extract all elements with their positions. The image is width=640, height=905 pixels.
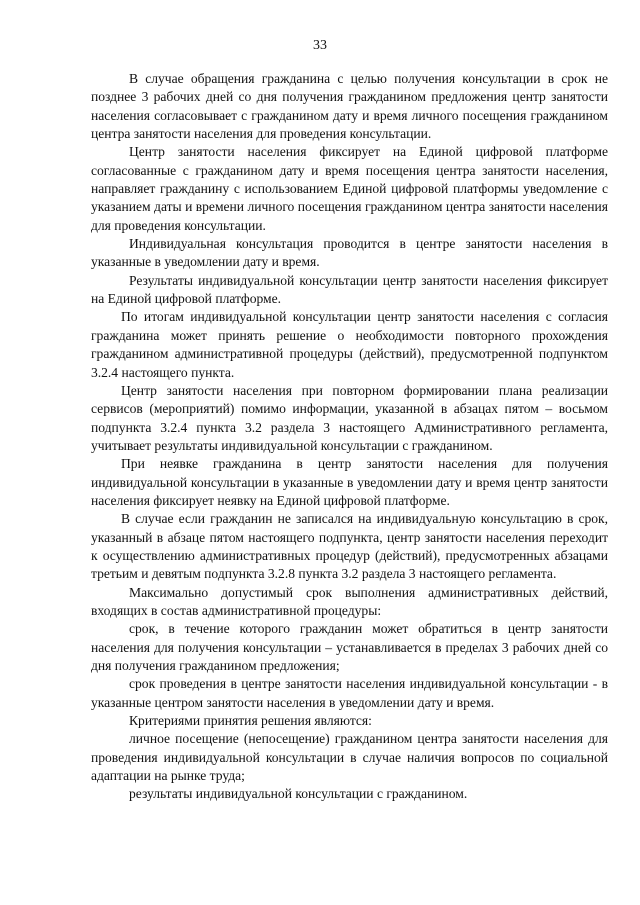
paragraph: В случае обращения гражданина с целью получения консультации в срок не позднее 3 рабочих дней со дня получения гражданином предложения центр занятости населения согласовывает с гражданином дату и время личного посещения гражданином центра занятости населения для проведения консультации. (91, 71, 608, 142)
paragraph: личное посещение (непосещение) гражданином центра занятости населения для проведения индивидуальной консультации в случае наличия вопросов по социальной адаптации на рынке труда; (91, 731, 608, 784)
paragraph: Индивидуальная консультация проводится в центре занятости населения в указанные в уведомлении дату и время. (91, 236, 608, 270)
page-number: 33 (313, 38, 327, 53)
paragraph: Центр занятости населения фиксирует на Единой цифровой платформе согласованные с гражданином дату и время посещения центра занятости населения, направляет гражданину с использованием Единой цифровой платформы уведомление с указанием даты и времени личного посещения гражданином центра занятости населения для проведения консультации. (91, 144, 608, 233)
body-text (91, 70, 608, 804)
paragraph: Центр занятости населения при повторном формировании плана реализации сервисов (мероприятий) помимо информации, указанной в абзацах пятом – восьмом подпункта 3.2.4 пункта 3.2 раздела 3 настоящего Административного регламента, учитывает результаты индивидуальной консультации с гражданином. (91, 382, 608, 453)
paragraph: срок проведения в центре занятости населения индивидуальной консультации - в указанные центром занятости населения в уведомлении дату и время. (91, 676, 608, 710)
paragraph: В случае если гражданин не записался на индивидуальную консультацию в срок, указанный в абзаце пятом настоящего подпункта, центр занятости населения переходит к осуществлению административных процедур (действий), предусмотренных абзацами третьим и девятым подпункта 3.2.8 пункта 3.2 раздела 3 настоящего регламента. (91, 511, 608, 582)
paragraph: Результаты индивидуальной консультации центр занятости населения фиксирует на Единой цифровой платформе. (91, 272, 608, 307)
paragraph: При неявке гражданина в центр занятости населения для получения индивидуальной консультации в указанные в уведомлении дату и время центр занятости населения фиксирует неявку на Единой цифровой платформе. (91, 456, 608, 508)
paragraph: Критериями принятия решения являются: (129, 713, 372, 729)
paragraph: По итогам индивидуальной консультации центр занятости населения с согласия гражданина может принять решение о необходимости повторного прохождения гражданином административной процедуры (действий), предусмотренной подпунктом 3.2.4 настоящего пункта. (91, 309, 608, 380)
paragraph: Максимально допустимый срок выполнения административных действий, входящих в состав административной процедуры: (91, 584, 608, 618)
paragraph: срок, в течение которого гражданин может обратиться в центр занятости населения для получения консультации – устанавливается в пределах 3 рабочих дней со дня получения гражданином предложения; (91, 621, 608, 673)
paragraph: результаты индивидуальной консультации с гражданином. (129, 786, 468, 802)
